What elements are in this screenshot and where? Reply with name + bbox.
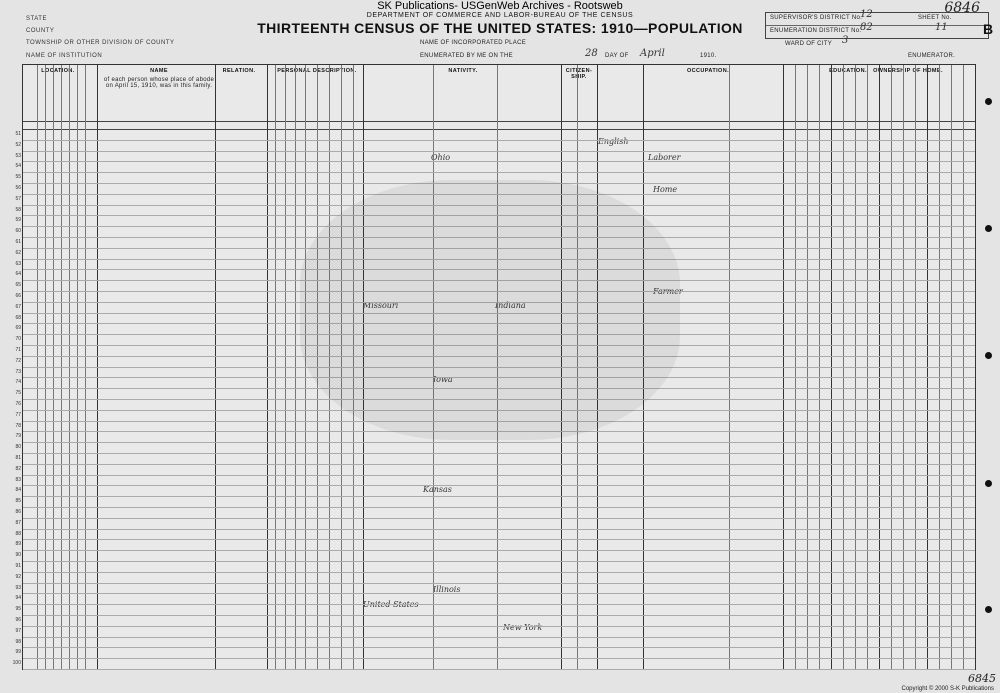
grid-row-line: [23, 151, 975, 152]
row-number: 59: [15, 217, 21, 224]
grid-row-line: [23, 669, 975, 670]
row-number: 86: [15, 509, 21, 515]
row-number: 85: [15, 498, 21, 505]
row-number: 90: [15, 552, 21, 559]
row-number: 99: [15, 649, 21, 656]
grid-row-line: [23, 518, 975, 519]
grid-row-line: [23, 626, 975, 627]
section-name: NAME: [150, 68, 168, 74]
grid-row-line: [23, 572, 975, 573]
entry-new-york-1: New York: [503, 623, 543, 632]
row-number: 94: [15, 595, 21, 602]
row-number: 63: [15, 260, 21, 267]
row-number: 56: [15, 185, 21, 191]
grid-row-line: [23, 442, 975, 443]
row-number: 81: [15, 455, 21, 461]
entry-united-states-1: United States: [363, 600, 419, 609]
grid-row-line: [23, 529, 975, 530]
row-number: 61: [15, 239, 21, 245]
row-number: 100: [12, 660, 21, 667]
enumerator-label: ENUMERATOR.: [908, 53, 956, 59]
row-number: 80: [15, 444, 21, 451]
row-number: 55: [15, 174, 21, 181]
row-number: 70: [15, 336, 21, 343]
row-number: 69: [15, 325, 21, 332]
entry-indiana-1: Indiana: [495, 301, 526, 310]
ward-value: 3: [842, 35, 849, 46]
sheet-label: SHEET No.: [918, 15, 952, 21]
row-number: 67: [15, 303, 21, 310]
row-number: 74: [15, 379, 21, 386]
grid-row-line: [23, 496, 975, 497]
grid-row-line: [23, 615, 975, 616]
incorporated-place-label: NAME OF INCORPORATED PLACE: [420, 40, 527, 46]
grid-row-line: [23, 539, 975, 540]
row-number: 87: [15, 519, 21, 526]
row-number: 62: [15, 249, 21, 256]
enumeration-label: ENUMERATION DISTRICT No.: [770, 28, 862, 34]
row-number: 58: [15, 206, 21, 213]
row-number: 60: [15, 228, 21, 235]
section-citizenship: CITIZEN-SHIP.: [565, 68, 593, 80]
grid-row-line: [23, 583, 975, 584]
footer-stamp: 6845: [968, 672, 996, 685]
enumeration-value: 82: [860, 22, 873, 33]
section-ownership: OWNERSHIP OF HOME.: [873, 68, 943, 74]
row-number: 95: [15, 606, 21, 613]
day-of-label: DAY OF: [605, 53, 629, 59]
year-label: 1910.: [700, 53, 717, 59]
row-number: 52: [15, 141, 21, 148]
row-number: 54: [15, 163, 21, 170]
row-number: 79: [15, 433, 21, 440]
entry-missouri-1: Missouri: [363, 301, 399, 310]
grid-row-line: [23, 647, 975, 648]
entry-iowa-1: Iowa: [433, 375, 453, 384]
row-number: 51: [15, 131, 21, 137]
state-label: STATE: [26, 16, 47, 22]
section-personal: PERSONAL DESCRIPTION.: [277, 68, 357, 74]
entry-laborer-1: Laborer: [648, 153, 681, 162]
column-number-band: [23, 121, 975, 130]
row-number: 68: [15, 314, 21, 321]
entry-illinois-1: Illinois: [433, 585, 461, 594]
entry-english-1: English: [598, 137, 629, 146]
row-number: 83: [15, 476, 21, 483]
county-label: COUNTY: [26, 28, 55, 34]
row-number: 78: [15, 422, 21, 429]
entry-ohio-1: Ohio: [431, 153, 451, 162]
row-number: 77: [15, 411, 21, 418]
row-number: 89: [15, 541, 21, 548]
grid-row-line: [23, 475, 975, 476]
row-number: 57: [15, 195, 21, 202]
section-nativity: NATIVITY.: [448, 68, 478, 74]
row-number: 84: [15, 487, 21, 494]
grid-row-line: [23, 453, 975, 454]
row-number: 71: [15, 347, 21, 353]
punch-hole: [985, 480, 992, 487]
entry-farmer-1: Farmer: [653, 287, 683, 296]
department-line: DEPARTMENT OF COMMERCE AND LABOR-BUREAU OF THE CENSUS: [366, 12, 634, 19]
sheet-letter: B: [983, 21, 994, 37]
row-number: 98: [15, 638, 21, 645]
enumerated-label: ENUMERATED BY ME ON THE: [420, 53, 513, 59]
grid-row-line: [23, 550, 975, 551]
entry-home-1: Home: [653, 185, 678, 194]
enumerated-month: April: [640, 48, 665, 59]
row-number: 73: [15, 368, 21, 375]
section-occupation: OCCUPATION.: [686, 68, 730, 74]
supervisor-value: 12: [860, 9, 873, 20]
punch-hole: [985, 98, 992, 105]
census-title: THIRTEENTH CENSUS OF THE UNITED STATES: 1910—POPULATION: [257, 20, 743, 36]
name-column-note: of each person whose place of abode on April 15, 1910, was in this family.: [103, 77, 215, 89]
row-number: 65: [15, 282, 21, 289]
banner: SK Publications- USGenWeb Archives - Rootsweb: [377, 0, 623, 12]
punch-hole: [985, 225, 992, 232]
row-number: 75: [15, 390, 21, 397]
row-number: 91: [15, 563, 21, 569]
row-number: 97: [15, 627, 21, 634]
row-number: 53: [15, 152, 21, 159]
enumerated-day: 28: [585, 48, 598, 59]
grid-row-line: [23, 507, 975, 508]
punch-hole: [985, 606, 992, 613]
row-number: 92: [15, 573, 21, 580]
grid-row-line: [23, 637, 975, 638]
row-number: 82: [15, 465, 21, 472]
grid-row-line: [23, 485, 975, 486]
grid-row-line: [23, 161, 975, 162]
grid-row-line: [23, 604, 975, 605]
entry-kansas-1: Kansas: [423, 485, 452, 494]
row-number: 88: [15, 530, 21, 537]
punch-hole: [985, 352, 992, 359]
grid-row-line: [23, 140, 975, 141]
copyright: Copyright © 2000 S-K Publications: [901, 686, 994, 692]
sheet-value: 11: [935, 22, 948, 33]
grid-row-line: [23, 172, 975, 173]
section-education: EDUCATION.: [829, 68, 867, 74]
grid-row-line: [23, 658, 975, 659]
row-number: 72: [15, 357, 21, 364]
ward-label: WARD OF CITY: [785, 41, 833, 47]
section-location: LOCATION.: [41, 68, 75, 74]
row-number: 76: [15, 401, 21, 407]
grid-row-line: [23, 593, 975, 594]
row-number: 66: [15, 293, 21, 299]
township-label: TOWNSHIP OR OTHER DIVISION OF COUNTY: [26, 40, 175, 46]
supervisor-label: SUPERVISOR'S DISTRICT No.: [770, 15, 863, 21]
grid-row-line: [23, 561, 975, 562]
grid-row-line: [23, 464, 975, 465]
stamp-number: 6846: [944, 0, 980, 16]
institution-label: NAME OF INSTITUTION: [26, 53, 103, 59]
row-number: 64: [15, 271, 21, 278]
row-number: 96: [15, 617, 21, 623]
row-number: 93: [15, 584, 21, 591]
faded-area: [300, 180, 680, 440]
section-relation: RELATION.: [222, 68, 256, 74]
